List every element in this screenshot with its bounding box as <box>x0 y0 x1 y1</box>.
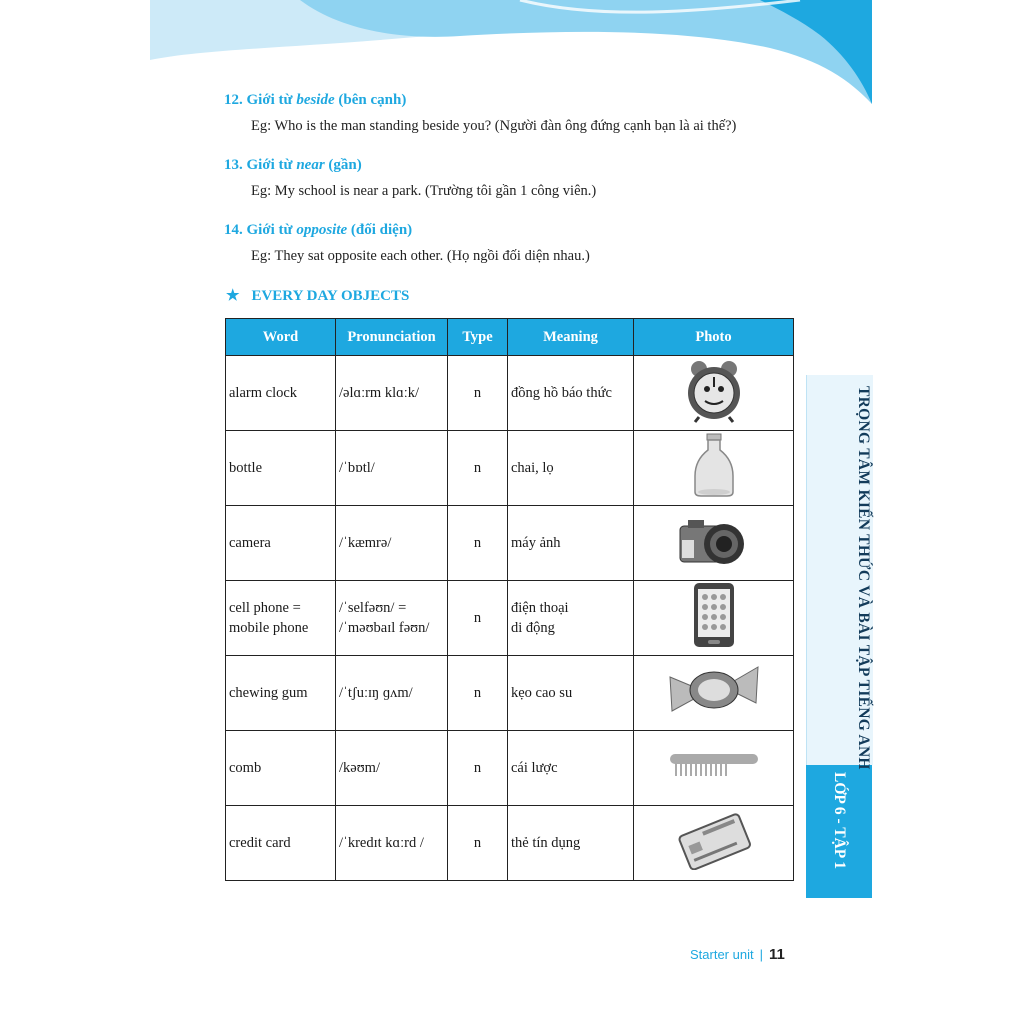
cell-meaning: đồng hồ báo thức <box>508 356 634 431</box>
section-13-example: Eg: My school is near a park. (Trường tôi gần 1 công viên.) <box>251 183 597 199</box>
table-row <box>226 356 794 431</box>
header-wave-decoration <box>0 0 1017 110</box>
cell-type: n <box>448 806 508 881</box>
cell-photo <box>634 656 794 731</box>
header-meaning: Meaning <box>508 319 634 356</box>
cell-meaning: thẻ tín dụng <box>508 806 634 881</box>
table-row <box>226 656 794 731</box>
cell-type: n <box>448 431 508 506</box>
star-icon: ★ <box>226 288 240 304</box>
table-row <box>226 506 794 581</box>
footer-unit: Starter unit <box>690 947 754 962</box>
table-row <box>226 731 794 806</box>
cell-word: credit card <box>226 806 336 881</box>
comb-icon <box>666 750 762 780</box>
section-12-heading: 12. Giới từ beside (bên cạnh) <box>224 92 407 108</box>
cell-pronunciation: /ˈkæmrə/ <box>336 506 448 581</box>
cell-photo <box>634 431 794 506</box>
cell-word: cell phone = mobile phone <box>226 581 336 656</box>
cell-photo <box>634 356 794 431</box>
bottle-icon <box>689 432 739 498</box>
cell-photo <box>634 806 794 881</box>
table-row <box>226 581 794 656</box>
header-photo: Photo <box>634 319 794 356</box>
page-number: 11 <box>768 946 785 963</box>
side-tab-grade: LỚP 6 - TẬP 1 <box>831 772 848 870</box>
alarm-clock-icon <box>669 357 759 423</box>
cell-type: n <box>448 731 508 806</box>
cell-meaning: máy ảnh <box>508 506 634 581</box>
cell-meaning: cái lược <box>508 731 634 806</box>
cell-pronunciation: /ˈkredɪt kɑːrd / <box>336 806 448 881</box>
cell-word: bottle <box>226 431 336 506</box>
section-13-heading: 13. Giới từ near (gần) <box>224 157 362 173</box>
section-14-heading: 14. Giới từ opposite (đối diện) <box>224 222 413 238</box>
footer-separator: | <box>759 947 763 962</box>
camera-icon <box>674 510 754 570</box>
header-word: Word <box>226 319 336 356</box>
section-12-example: Eg: Who is the man standing beside you? (Người đàn ông đứng cạnh bạn là ai thế?) <box>251 118 737 134</box>
table-row <box>226 806 794 881</box>
cell-pronunciation: /əlɑːrm klɑːk/ <box>336 356 448 431</box>
cell-type: n <box>448 356 508 431</box>
vocabulary-table <box>225 318 794 881</box>
cell-word: comb <box>226 731 336 806</box>
cell-pronunciation: /kəʊm/ <box>336 731 448 806</box>
chewing-gum-icon <box>666 659 762 721</box>
cell-type: n <box>448 656 508 731</box>
cell-pronunciation: /ˈbɒtl/ <box>336 431 448 506</box>
page-footer <box>690 946 785 963</box>
cell-photo <box>634 581 794 656</box>
cell-photo <box>634 506 794 581</box>
cell-word: chewing gum <box>226 656 336 731</box>
side-tab-title: TRỌNG TÂM KIẾN THỨC VÀ BÀI TẬP TIẾNG ANH <box>855 386 872 770</box>
cell-meaning: chai, lọ <box>508 431 634 506</box>
section-14-example: Eg: They sat opposite each other. (Họ ngồi đối diện nhau.) <box>251 248 590 264</box>
cell-meaning: kẹo cao su <box>508 656 634 731</box>
cell-meaning: điện thoại di động <box>508 581 634 656</box>
table-row <box>226 431 794 506</box>
cell-word: camera <box>226 506 336 581</box>
cell-type: n <box>448 581 508 656</box>
table-header-row <box>226 319 794 356</box>
header-pronunciation: Pronunciation <box>336 319 448 356</box>
cell-word: alarm clock <box>226 356 336 431</box>
objects-title: ★ EVERY DAY OBJECTS <box>226 288 410 304</box>
cell-photo <box>634 731 794 806</box>
cell-type: n <box>448 506 508 581</box>
header-type: Type <box>448 319 508 356</box>
credit-card-icon <box>672 810 756 870</box>
cell-pronunciation: /ˈtʃuːɪŋ ɡʌm/ <box>336 656 448 731</box>
mobile-phone-icon <box>692 581 736 649</box>
cell-pronunciation: /ˈselfəʊn/ = /ˈməʊbaɪl fəʊn/ <box>336 581 448 656</box>
